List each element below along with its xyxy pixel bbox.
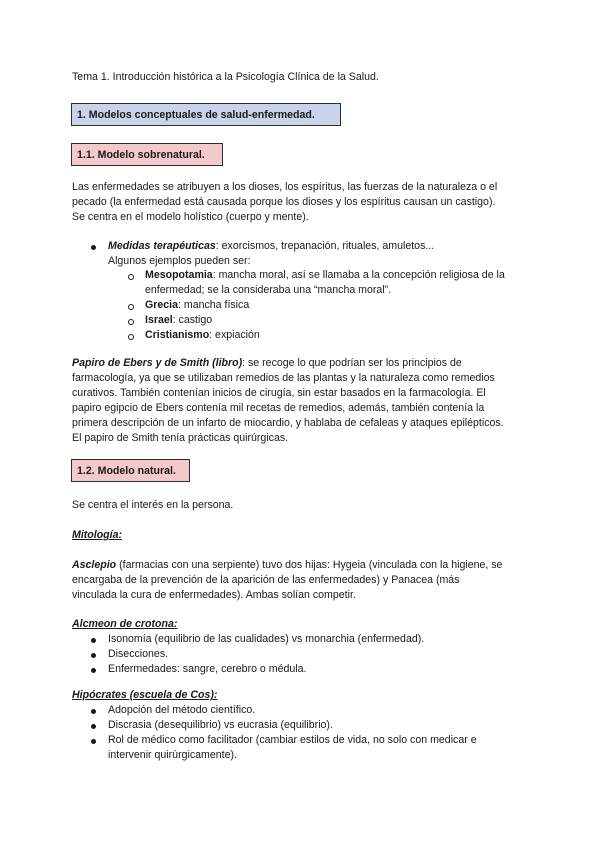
mitologia-heading: Mitología:: [72, 529, 123, 541]
alcmeon-item: Isonomía (equilibrio de las cualidades) vs monarchia (enfermedad).: [108, 633, 425, 645]
hipocrates-item: Adopción del método científico.: [108, 704, 256, 716]
hipocrates-heading: Hipócrates (escuela de Cos):: [72, 689, 218, 701]
bullet-icon: [91, 709, 96, 714]
circle-bullet-icon: [128, 274, 134, 280]
bullet-icon: [91, 653, 96, 658]
bullet-icon: [91, 724, 96, 729]
example-text: : mancha moral, así se llamaba a la concepción religiosa de la: [212, 269, 505, 281]
papiro-line-3: curativos. También contenían inicios de cirugía, sin estar basados en la farmacología. El: [72, 387, 486, 399]
section-1-heading: 1. Modelos conceptuales de salud-enfermedad.: [71, 103, 341, 126]
document-topic: Tema 1. Introducción histórica a la Psicología Clínica de la Salud.: [72, 71, 379, 83]
example-text: : castigo: [172, 314, 213, 326]
circle-bullet-icon: [128, 334, 134, 340]
bullet-icon: [91, 245, 96, 250]
example-mesopotamia: [145, 268, 505, 283]
alcmeon-heading: Alcmeon de crotona:: [72, 618, 178, 630]
example-grecia: [145, 298, 249, 313]
measures-label: Medidas terapéuticas: [108, 240, 216, 252]
intro-line-3: Se centra en el modelo holístico (cuerpo y mente).: [72, 211, 309, 223]
hipocrates-item: Discrasia (desequilibrio) vs eucrasia (equilibrio).: [108, 719, 333, 731]
examples-intro: Algunos ejemplos pueden ser:: [108, 255, 251, 267]
asclepio-line-1: [72, 558, 502, 573]
circle-bullet-icon: [128, 304, 134, 310]
example-israel: [145, 313, 212, 328]
circle-bullet-icon: [128, 319, 134, 325]
example-text: : mancha física: [177, 299, 250, 311]
asclepio-line-2: encargaba de la prevención de la aparición de las enfermedades) y Panacea (más: [72, 574, 460, 586]
papiro-line-4: papiro egipcio de Ebers contenía mil recetas de remedios, además, también contenía la: [72, 402, 485, 414]
hipocrates-item-cont: intervenir quirúrgicamente).: [108, 749, 237, 761]
example-mesopotamia-cont: enfermedad; se la consideraba una “mancha moral”.: [145, 284, 392, 296]
hipocrates-item: Rol de médico como facilitador (cambiar estilos de vida, no solo con medicar e: [108, 734, 477, 746]
bullet-icon: [91, 739, 96, 744]
example-text: : expiación: [209, 329, 260, 341]
papiro-label: Papiro de Ebers y de Smith (libro): [72, 357, 243, 369]
intro-line-2: pecado (la enfermedad está causada porque los dioses y los espíritus causan un castigo).: [72, 196, 496, 208]
papiro-line-2: farmacología, ya que se utilizaban remedios de las plantas y la naturaleza como remedios: [72, 372, 495, 384]
papiro-line-1: [72, 356, 462, 371]
section-1-1-heading: 1.1. Modelo sobrenatural.: [71, 143, 223, 166]
measures-line: [108, 239, 434, 254]
papiro-line-5: primera descripción de un infarto de miocardio, y hablaba de cefaleas y ataques epilépticos.: [72, 417, 504, 429]
bullet-icon: [91, 638, 96, 643]
example-term: Mesopotamia: [145, 269, 213, 281]
alcmeon-item: Enfermedades: sangre, cerebro o médula.: [108, 663, 307, 675]
measures-text: : exorcismos, trepanación, rituales, amuletos...: [215, 240, 435, 252]
papiro-line-6: El papiro de Smith tenía prácticas quirúrgicas.: [72, 432, 289, 444]
example-cristianismo: [145, 328, 260, 343]
intro-line-1: Las enfermedades se atribuyen a los dioses, los espíritus, las fuerzas de la naturaleza o el: [72, 181, 498, 193]
asclepio-label: Asclepio: [72, 559, 117, 571]
papiro-text: : se recoge lo que podrían ser los principios de: [242, 357, 462, 369]
section-1-2-intro: Se centra el interés en la persona.: [72, 499, 234, 511]
example-term: Israel: [145, 314, 173, 326]
asclepio-line-3: vinculada la cura de enfermedades). Ambas solían competir.: [72, 589, 356, 601]
example-term: Cristianismo: [145, 329, 210, 341]
asclepio-text: (farmacias con una serpiente) tuvo dos hijas: Hygeia (vinculada con la higiene, se: [116, 559, 503, 571]
section-1-2-heading: 1.2. Modelo natural.: [71, 459, 190, 482]
alcmeon-item: Disecciones.: [108, 648, 169, 660]
bullet-icon: [91, 668, 96, 673]
example-term: Grecia: [145, 299, 178, 311]
